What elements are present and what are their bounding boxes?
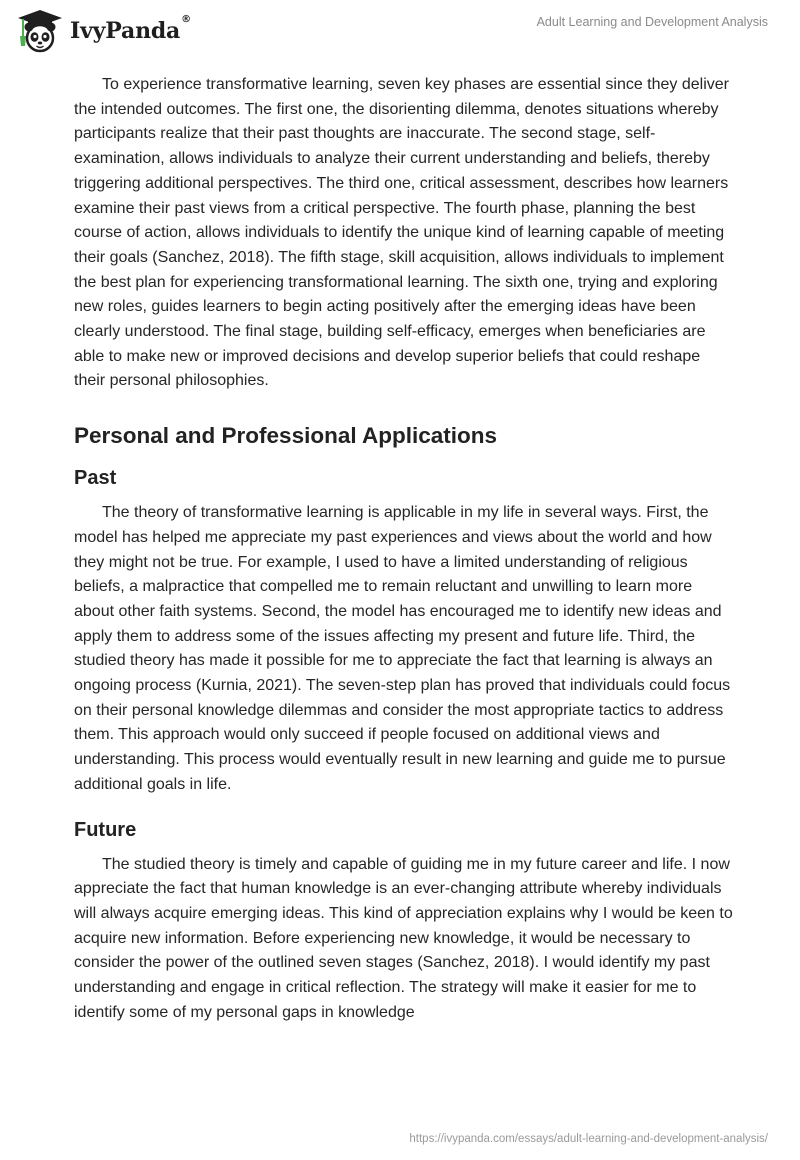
past-paragraph: The theory of transformative learning is applicable in my life in several ways. First, the model has helped me appreciate my past experiences and views about the world and how they might not be true. For example, I used to have a limited understanding of religious beliefs, a malpractice that compelled me to remain reluctant and unwilling to learn more about other faith systems. Second, the model has encouraged me to identify new ideas and apply them to address some of the issues affecting my present and future life. Third, the studied theory has made it possible for me to appreciate the fact that learning is always an ongoing process (Kurnia, 2021). The seven-step plan has proved that individuals could focus on their personal knowledge dilemmas and consider the most appropriate tactics to address them. This approach would only succeed if people focused on additional views and understanding. This process would eventually result in new learning and guide me to pursue additional goals in life. (74, 504, 731, 793)
source-url[interactable]: https://ivypanda.com/essays/adult-learning-and-development-analysis/ (409, 1133, 768, 1145)
brand-wordmark: IvyPanda (70, 18, 181, 44)
document-title: Adult Learning and Development Analysis (536, 15, 768, 29)
intro-paragraph: To experience transformative learning, seven key phases are essential since they deliver the intended outcomes. The first one, the disorienting dilemma, denotes situations whereby participants realize that their past thoughts are inaccurate. The second stage, self-examination, allows individuals to analyze their current understanding and beliefs, thereby triggering additional perspectives. The third one, critical assessment, describes how learners examine their past views from a critical perspective. The fourth phase, planning the best course of action, allows individuals to identify the unique kind of learning capable of meeting their goals (Sanchez, 2018). The fifth stage, skill acquisition, allows individuals to implement the best plan for experiencing transformational learning. The sixth one, trying and exploring new roles, guides learners to begin acting positively after the emerging ideas have been clearly understood. The final stage, building self-efficacy, emerges when beneficiaries are able to make new or improved decisions and develop superior beliefs that could reshape their personal philosophies. (74, 76, 729, 390)
ivypanda-logo[interactable] (14, 8, 191, 54)
brand-name (70, 14, 191, 44)
section-heading: Personal and Professional Applications (74, 423, 498, 449)
future-heading: Future (74, 818, 137, 841)
future-paragraph: The studied theory is timely and capable of guiding me in my future career and life. I now appreciate the fact that human knowledge is an ever-changing attribute whereby individuals will always acquire emerging ideas. This kind of appreciation explains why I would be keen to acquire new information. Before experiencing new knowledge, it would be necessary to consider the power of the outlined seven stages (Sanchez, 2018). I would identify my past understanding and engage in critical reflection. The strategy will make it easier for me to identify some of my personal gaps in knowledge (74, 855, 733, 1021)
registered-mark: ® (181, 14, 191, 25)
past-heading: Past (74, 467, 117, 490)
essay-content (74, 73, 734, 1026)
page-header (0, 0, 800, 60)
panda-graduate-icon (14, 8, 66, 54)
